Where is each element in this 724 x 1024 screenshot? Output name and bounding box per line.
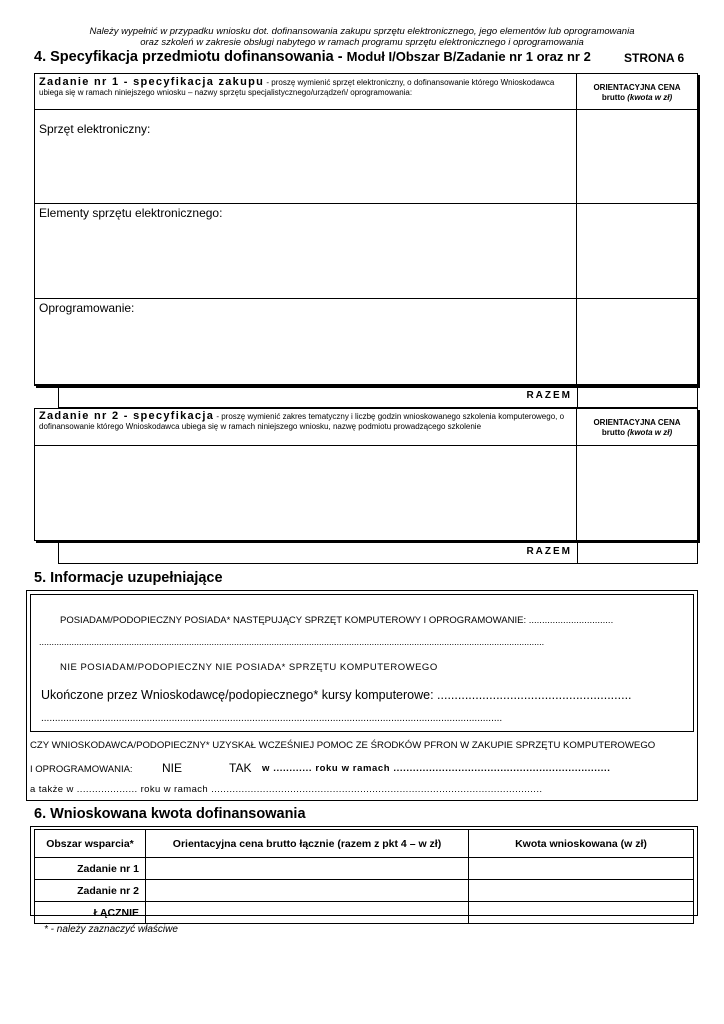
section6-frame [30,826,698,919]
task2-price-hdr-line2: brutto [601,428,628,437]
total-estimated-price[interactable] [146,902,469,924]
task2-price-hdr-line1: ORIENTACYJNA CENA [593,418,681,427]
completed-courses-line[interactable]: Ukończone przez Wnioskodawcę/podopiecznego* kursy komputerowe: ........................................................ [41,688,632,702]
table-row [35,902,694,924]
task2-price-header [577,409,697,446]
task2-training-details[interactable] [35,446,577,540]
software-label: I OPROGRAMOWANIA: [30,764,133,775]
option-yes[interactable]: TAK [229,761,252,775]
task1-row-software-price[interactable] [577,299,697,385]
task2-lead: Zadanie nr 2 - specyfikacja [39,410,215,422]
task1-price-header [577,74,697,110]
section5-title: 5. Informacje uzupełniające [34,570,223,586]
task1-price-hdr-line3: (kwota w zł) [627,93,673,102]
owned-equipment-line[interactable]: POSIADAM/PODOPIECZNY POSIADA* NASTĘPUJĄCY SPRZĘT KOMPUTEROWY I OPROGRAMOWANIE: ................................ [60,615,614,626]
task1-total-value[interactable] [577,385,698,408]
task1-row-hardware-label: Sprzęt elektroniczny: [39,122,151,136]
total-requested-amount[interactable] [469,902,694,924]
header-note [0,26,724,48]
task1-row-components-price[interactable] [577,204,697,299]
footnote: * - należy zaznaczyć właściwe [44,924,178,935]
task1-total-label-cell [58,385,578,408]
task2-requested-amount[interactable] [469,880,694,902]
task1-price-hdr-line1: ORIENTACYJNA CENA [593,83,681,92]
section4-title [34,49,591,65]
col-requested-amount: Kwota wnioskowana (w zł) [469,830,694,858]
task1-row-software-label: Oprogramowanie: [39,301,135,315]
task2-total-label: RAZEM [526,546,572,557]
task1-row-software[interactable] [35,299,577,385]
col-support-area: Obszar wsparcia* [35,830,146,858]
aid-year-program-line[interactable]: w ............ roku w ramach ................................................................... [262,763,611,774]
task2-training-price[interactable] [577,446,697,540]
task2-total-label-cell [58,540,578,564]
funding-table [34,829,694,924]
task2-estimated-price[interactable] [146,880,469,902]
task2-total-value[interactable] [577,540,698,564]
task1-header [35,74,577,110]
section4-title-main: 4. Specyfikacja przedmiotu dofinansowania - [34,49,347,65]
prior-pfron-aid-question: CZY WNIOSKODAWCA/PODOPIECZNY* UZYSKAŁ WCZEŚNIEJ POMOC ZE ŚRODKÓW PFRON W ZAKUPIE SPRZĘTU KOMPUTEROWEGO [30,740,656,751]
task2-desc: - proszę wymienić zakres tematyczny i liczbę godzin wnioskowanego szkolenia komputerowego, o dofinansowanie którego Wnioskodawca ubiega się w ramach niniejszego wniosku, nazwę podmiotu prowadzącego szkolenie [39,412,565,431]
task1-price-hdr-line2: brutto [601,93,628,102]
task1-requested-amount[interactable] [469,858,694,880]
row-label-total: ŁĄCZNIE [35,902,146,924]
option-no[interactable]: NIE [162,761,183,775]
funding-table-header [35,830,694,858]
task1-row-hardware[interactable] [35,110,577,204]
page-number: STRONA 6 [624,51,685,65]
header-note-line1: Należy wypełnić w przypadku wniosku dot. dofinansowania zakupu sprzętu elektronicznego, jego elementów lub oprogramowania [89,26,635,37]
task1-row-components-label: Elementy sprzętu elektronicznego: [39,206,223,220]
section6-title: 6. Wnioskowana kwota dofinansowania [34,806,306,822]
col-estimated-price: Orientacyjna cena brutto łącznie (razem z pkt 4 – w zł) [146,830,469,858]
task1-lead: Zadanie nr 1 - specyfikacja zakupu [39,76,265,88]
section4-title-sub: Moduł I/Obszar B/Zadanie nr 1 oraz nr 2 [346,49,591,64]
task1-estimated-price[interactable] [146,858,469,880]
table-row [35,858,694,880]
task1-desc: - proszę wymienić sprzęt elektroniczny, o dofinansowanie którego Wnioskodawca ubiega się w ramach niniejszego wniosku – nazwy sprzętu specjalistycznego/urządzeń/ oprogramowania: [39,78,555,97]
row-label-task2: Zadanie nr 2 [35,880,146,902]
additional-aid-line[interactable]: a także w .................... roku w ramach ............................................................................................................. [30,784,543,795]
task1-row-components[interactable] [35,204,577,299]
row-label-task1: Zadanie nr 1 [35,858,146,880]
header-note-line2: oraz szkoleń w zakresie obsługi nabytego w ramach programu sprzętu elektronicznego i oprogramowania [140,37,584,48]
task2-header [35,409,577,446]
completed-courses-continuation[interactable]: ...................................................................................................................................................................... [41,713,503,724]
task1-table [34,73,698,386]
task1-total-label: RAZEM [526,390,572,401]
table-row [35,880,694,902]
owned-equipment-continuation[interactable]: .......................................................................................................................................................................................................... [39,637,545,647]
task2-table [34,408,698,541]
task2-price-hdr-line3: (kwota w zł) [627,428,673,437]
no-equipment-option[interactable]: NIE POSIADAM/PODOPIECZNY NIE POSIADA* SPRZĘTU KOMPUTEROWEGO [60,662,438,673]
task1-row-hardware-price[interactable] [577,110,697,204]
section5-box [26,590,698,801]
